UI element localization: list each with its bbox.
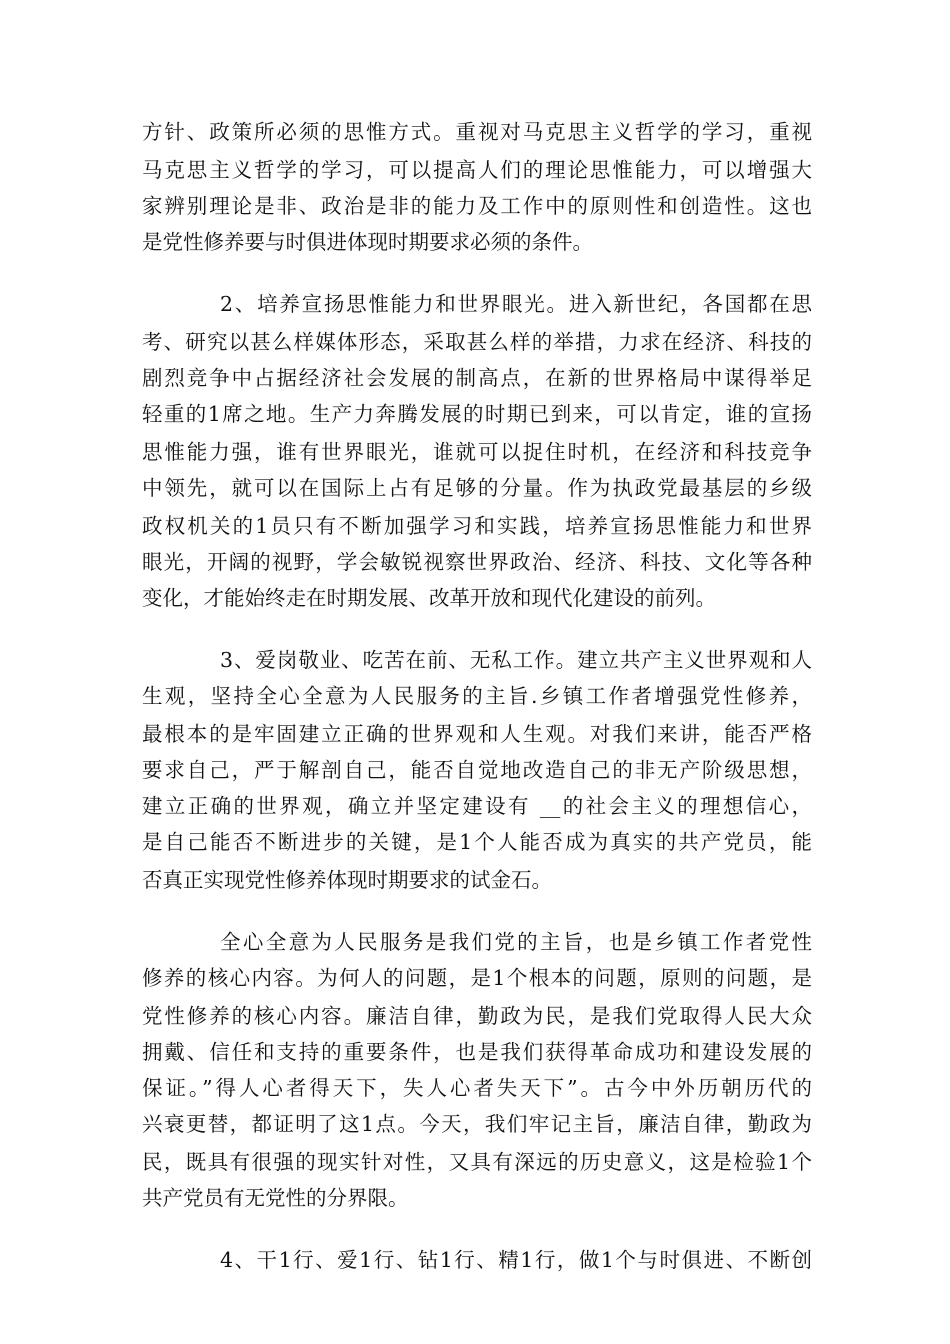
text-line: 修养的核心内容。为何人的问题，是1个根本的问题，原则的问题，是 (142, 966, 812, 990)
text-line: 3、爱岗敬业、吃苦在前、无私工作。建立共产主义世界观和人 (220, 648, 812, 672)
text-line: 是自己能否不断进步的关键，是1个人能否成为真实的共产党员，能 (142, 830, 812, 854)
text-line: 考、研究以甚么样媒体形态，采取甚么样的举措，力求在经济、科技的 (142, 330, 812, 354)
text-line: 否真正实现党性修养体现时期要求的试金石。 (142, 868, 552, 892)
text-line: 党性修养的核心内容。廉洁自律，勤政为民，是我们党取得人民大众 (142, 1004, 812, 1028)
text-line: 思惟能力强，谁有世界眼光，谁就可以捉住时机，在经济和科技竞争 (142, 440, 812, 464)
text-line: 全心全意为人民服务是我们党的主旨，也是乡镇工作者党性 (220, 930, 812, 954)
text-line: 马克思主义哲学的学习，可以提高人们的理论思惟能力，可以增强大 (142, 158, 812, 182)
text-line: 政权机关的1员只有不断加强学习和实践，培养宣扬思惟能力和世界 (142, 514, 812, 538)
text-line: 方针、政策所必须的思惟方式。重视对马克思主义哲学的学习，重视 (142, 120, 812, 144)
text-line: 生观，坚持全心全意为人民服务的主旨.乡镇工作者增强党性修养， (142, 684, 812, 708)
text-line: 4、干1行、爱1行、钻1行、精1行，做1个与时俱进、不断创 (220, 1248, 812, 1272)
text-line: 拥戴、信任和支持的重要条件，也是我们获得革命成功和建设发展的 (142, 1040, 812, 1064)
text-line: 共产党员有无党性的分界限。 (142, 1186, 409, 1210)
text-line: 剧烈竞争中占据经济社会发展的制高点，在新的世界格局中谋得举足 (142, 366, 812, 390)
text-line: 2、培养宣扬思惟能力和世界眼光。进入新世纪，各国都在思 (220, 292, 812, 316)
text-line: 轻重的1席之地。生产力奔腾发展的时期已到来，可以肯定，谁的宣扬 (142, 402, 812, 426)
text-line: 要求自己，严于解剖自己，能否自觉地改造自己的非无产阶级思想， (142, 758, 812, 782)
text-line: 是党性修养要与时俱进体现时期要求必须的条件。 (142, 230, 593, 254)
text-line: 最根本的是牢固建立正确的世界观和人生观。对我们来讲，能否严格 (142, 722, 812, 746)
text-line: 中领先，就可以在国际上占有足够的分量。作为执政党最基层的乡级 (142, 476, 812, 500)
text-line: 保证。”得人心者得天下，失人心者失天下”。古今中外历朝历代的 (142, 1076, 812, 1100)
text-line: 民，既具有很强的现实针对性，又具有深远的历史意义，这是检验1个 (142, 1150, 812, 1174)
text-line: 家辨别理论是非、政治是非的能力及工作中的原则性和创造性。这也 (142, 194, 812, 218)
text-line: 变化，才能始终走在时期发展、改革开放和现代化建设的前列。 (142, 586, 716, 610)
text-line: 眼光，开阔的视野，学会敏锐视察世界政治、经济、科技、文化等各种 (142, 550, 812, 574)
text-line: 兴衰更替，都证明了这1点。今天，我们牢记主旨，廉洁自律，勤政为 (142, 1112, 812, 1136)
text-line: 建立正确的世界观，确立并坚定建设有 __的社会主义的理想信心， (142, 794, 812, 818)
